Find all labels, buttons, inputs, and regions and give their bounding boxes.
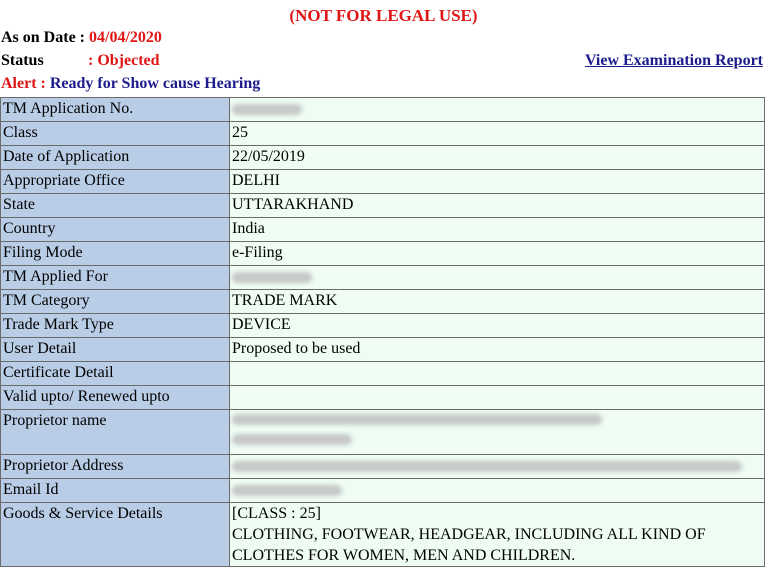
row-label: Class xyxy=(1,122,230,146)
view-examination-report-link[interactable]: View Examination Report xyxy=(584,52,763,69)
as-on-date-label: As on Date : xyxy=(1,29,85,46)
proprietor-name-value xyxy=(230,410,765,455)
table-row xyxy=(1,338,765,362)
appropriate-office-value: DELHI xyxy=(230,170,765,194)
tm-category-value: TRADE MARK xyxy=(230,290,765,314)
valid-upto-value xyxy=(230,386,765,410)
redacted-proprietor-name xyxy=(232,414,602,425)
table-row xyxy=(1,479,765,503)
table-row xyxy=(1,314,765,338)
tm-application-no-value xyxy=(230,98,765,122)
row-label: State xyxy=(1,194,230,218)
proprietor-address-value xyxy=(230,455,765,479)
tm-applied-for-value xyxy=(230,266,765,290)
status-value: : Objected xyxy=(88,52,160,69)
row-label: TM Applied For xyxy=(1,266,230,290)
trade-mark-type-value: DEVICE xyxy=(230,314,765,338)
redacted-proprietor-name xyxy=(232,434,352,445)
row-label: Trade Mark Type xyxy=(1,314,230,338)
table-row xyxy=(1,503,765,567)
table-row xyxy=(1,455,765,479)
redacted-trademark-name xyxy=(232,272,312,283)
alert-label: Alert : xyxy=(1,75,46,92)
status-label: Status xyxy=(1,52,44,69)
goods-class-line: [CLASS : 25] xyxy=(232,505,321,522)
row-label: TM Application No. xyxy=(1,98,230,122)
country-value: India xyxy=(230,218,765,242)
class-value: 25 xyxy=(230,122,765,146)
table-row xyxy=(1,290,765,314)
row-label: Date of Application xyxy=(1,146,230,170)
table-row xyxy=(1,410,765,455)
redacted-application-number xyxy=(232,104,302,115)
row-label: Proprietor name xyxy=(1,410,230,455)
user-detail-value: Proposed to be used xyxy=(230,338,765,362)
table-row xyxy=(1,242,765,266)
goods-service-details-value xyxy=(230,503,765,567)
state-value: UTTARAKHAND xyxy=(230,194,765,218)
status-line xyxy=(1,52,160,70)
row-label: Certificate Detail xyxy=(1,362,230,386)
certificate-detail-value xyxy=(230,362,765,386)
goods-description: CLOTHING, FOOTWEAR, HEADGEAR, INCLUDING ALL KIND OF CLOTHES FOR WOMEN, MEN AND CHILDREN. xyxy=(232,526,706,564)
table-row xyxy=(1,362,765,386)
table-row xyxy=(1,98,765,122)
row-label: Valid upto/ Renewed upto xyxy=(1,386,230,410)
table-row xyxy=(1,218,765,242)
table-row xyxy=(1,122,765,146)
row-label: Country xyxy=(1,218,230,242)
not-for-legal-use-banner: (NOT FOR LEGAL USE) xyxy=(289,6,478,25)
redacted-proprietor-address xyxy=(232,461,742,472)
alert-line xyxy=(1,75,260,93)
alert-value: Ready for Show cause Hearing xyxy=(49,75,261,92)
row-label: Goods & Service Details xyxy=(1,503,230,567)
as-on-date-value: 04/04/2020 xyxy=(89,29,162,46)
email-id-value xyxy=(230,479,765,503)
row-label: Appropriate Office xyxy=(1,170,230,194)
date-of-application-value: 22/05/2019 xyxy=(230,146,765,170)
as-on-date-line xyxy=(1,29,162,47)
table-row xyxy=(1,194,765,218)
application-details-table xyxy=(0,97,765,567)
row-label: Proprietor Address xyxy=(1,455,230,479)
row-label: Email Id xyxy=(1,479,230,503)
redacted-email xyxy=(232,485,342,496)
table-row xyxy=(1,146,765,170)
row-label: TM Category xyxy=(1,290,230,314)
filing-mode-value: e-Filing xyxy=(230,242,765,266)
table-row xyxy=(1,386,765,410)
row-label: Filing Mode xyxy=(1,242,230,266)
row-label: User Detail xyxy=(1,338,230,362)
table-row xyxy=(1,266,765,290)
table-row xyxy=(1,170,765,194)
